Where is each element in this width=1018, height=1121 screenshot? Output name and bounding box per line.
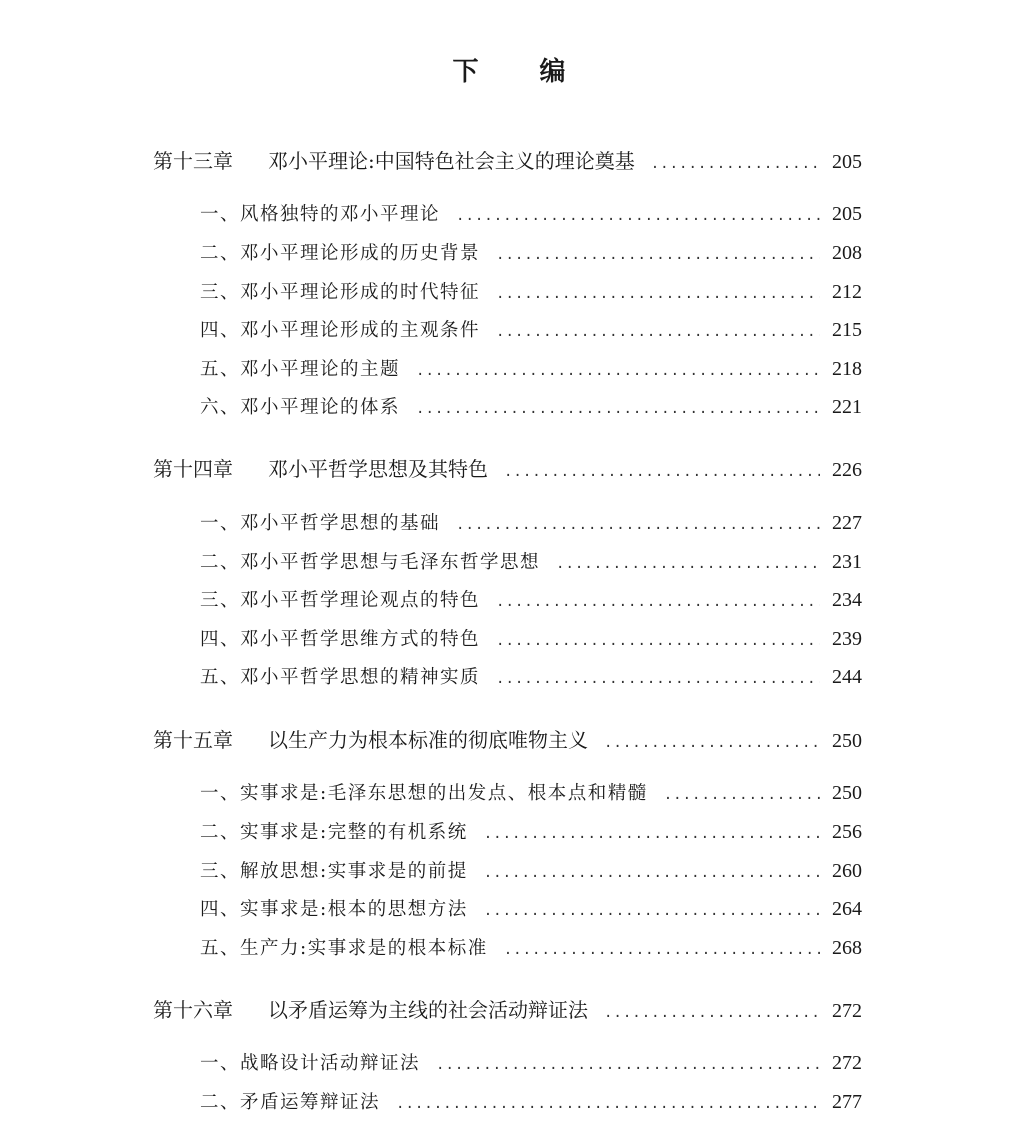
- toc-section[interactable]: [200, 547, 862, 577]
- toc-section[interactable]: [200, 624, 862, 654]
- section-title: 一、实事求是:毛泽东思想的出发点、根本点和精髓: [200, 783, 648, 804]
- chapter-title: 以生产力为根本标准的彻底唯物主义: [268, 728, 588, 752]
- chapter-page-number: 272: [832, 1000, 862, 1022]
- section-title: 二、邓小平哲学思想与毛泽东哲学思想: [200, 552, 541, 573]
- section-title: 二、矛盾运筹辩证法: [200, 1092, 381, 1113]
- section-page-number: 221: [832, 396, 862, 418]
- section-page-number: 218: [832, 358, 862, 380]
- chapter-title: 邓小平哲学思想及其特色: [268, 457, 488, 481]
- toc-section[interactable]: [200, 354, 862, 384]
- dot-leader: [416, 394, 820, 424]
- chapter-page-number: 250: [832, 730, 862, 752]
- section-title: 四、实事求是:根本的思想方法: [200, 899, 468, 920]
- dot-leader: [396, 1089, 820, 1119]
- section-page-number: 244: [832, 666, 862, 688]
- section-page-number: 268: [832, 937, 862, 959]
- toc-section[interactable]: [200, 392, 862, 422]
- dot-leader: [484, 819, 820, 849]
- dot-leader: [664, 780, 820, 810]
- dot-leader: [436, 1050, 820, 1080]
- toc-section[interactable]: [200, 315, 862, 345]
- section-page-number: 234: [832, 589, 862, 611]
- toc-section[interactable]: [200, 238, 862, 268]
- dot-leader: [496, 279, 820, 309]
- toc-chapter[interactable]: [153, 146, 862, 176]
- dot-leader: [504, 457, 820, 487]
- section-title: 一、战略设计活动辩证法: [200, 1053, 421, 1074]
- dot-leader: [651, 149, 820, 179]
- section-title: 三、邓小平理论形成的时代特征: [200, 282, 481, 303]
- section-page-number: 264: [832, 898, 862, 920]
- toc-section[interactable]: [200, 277, 862, 307]
- section-title: 二、邓小平理论形成的历史背景: [200, 243, 481, 264]
- toc-section[interactable]: [200, 1048, 862, 1078]
- section-page-number: 250: [832, 782, 862, 804]
- dot-leader: [496, 240, 820, 270]
- toc-section[interactable]: [200, 585, 862, 615]
- section-title: 六、邓小平理论的体系: [200, 397, 401, 418]
- toc-section[interactable]: [200, 894, 862, 924]
- toc-section[interactable]: [200, 1087, 862, 1117]
- dot-leader: [496, 626, 820, 656]
- section-title: 四、邓小平理论形成的主观条件: [200, 320, 481, 341]
- section-title: 三、邓小平哲学理论观点的特色: [200, 590, 481, 611]
- dot-leader: [604, 728, 820, 758]
- section-page-number: 205: [832, 203, 862, 225]
- toc-chapter[interactable]: [153, 995, 862, 1025]
- toc-section[interactable]: [200, 508, 862, 538]
- dot-leader: [484, 858, 820, 888]
- section-title: 五、邓小平哲学思想的精神实质: [200, 667, 481, 688]
- section-title: 二、实事求是:完整的有机系统: [200, 822, 468, 843]
- dot-leader: [496, 664, 820, 694]
- section-title: 一、风格独特的邓小平理论: [200, 204, 441, 225]
- dot-leader: [496, 587, 820, 617]
- section-page-number: 212: [832, 281, 862, 303]
- toc-section[interactable]: [200, 933, 862, 963]
- section-title: 三、解放思想:实事求是的前提: [200, 861, 468, 882]
- dot-leader: [416, 356, 820, 386]
- chapter-number: 第十四章: [153, 457, 233, 481]
- dot-leader: [484, 896, 820, 926]
- toc-section[interactable]: [200, 662, 862, 692]
- dot-leader: [456, 201, 820, 231]
- dot-leader: [504, 935, 820, 965]
- section-page-number: 239: [832, 628, 862, 650]
- section-title: 一、邓小平哲学思想的基础: [200, 513, 441, 534]
- section-page-number: 215: [832, 319, 862, 341]
- chapter-title: 以矛盾运筹为主线的社会活动辩证法: [268, 998, 588, 1022]
- chapter-page-number: 226: [832, 459, 862, 481]
- dot-leader: [456, 510, 820, 540]
- chapter-page-number: 205: [832, 151, 862, 173]
- chapter-number: 第十三章: [153, 149, 233, 173]
- section-title: 四、邓小平哲学思维方式的特色: [200, 629, 481, 650]
- dot-leader: [604, 998, 820, 1028]
- section-page-number: 256: [832, 821, 862, 843]
- section-page-number: 272: [832, 1052, 862, 1074]
- section-page-number: 260: [832, 860, 862, 882]
- chapter-number: 第十五章: [153, 728, 233, 752]
- toc-section[interactable]: [200, 856, 862, 886]
- section-page-number: 208: [832, 242, 862, 264]
- section-page-number: 227: [832, 512, 862, 534]
- section-title: 五、邓小平理论的主题: [200, 359, 401, 380]
- dot-leader: [496, 317, 820, 347]
- chapter-number: 第十六章: [153, 998, 233, 1022]
- toc-chapter[interactable]: [153, 725, 862, 755]
- section-page-number: 231: [832, 551, 862, 573]
- toc-section[interactable]: [200, 778, 862, 808]
- section-page-number: 277: [832, 1091, 862, 1113]
- section-title: 五、生产力:实事求是的根本标准: [200, 938, 488, 959]
- chapter-title: 邓小平理论:中国特色社会主义的理论奠基: [268, 149, 635, 173]
- toc-section[interactable]: [200, 199, 862, 229]
- toc-chapter[interactable]: [153, 454, 862, 484]
- toc-section[interactable]: [200, 817, 862, 847]
- dot-leader: [556, 549, 820, 579]
- page-title: 下 编: [452, 57, 592, 87]
